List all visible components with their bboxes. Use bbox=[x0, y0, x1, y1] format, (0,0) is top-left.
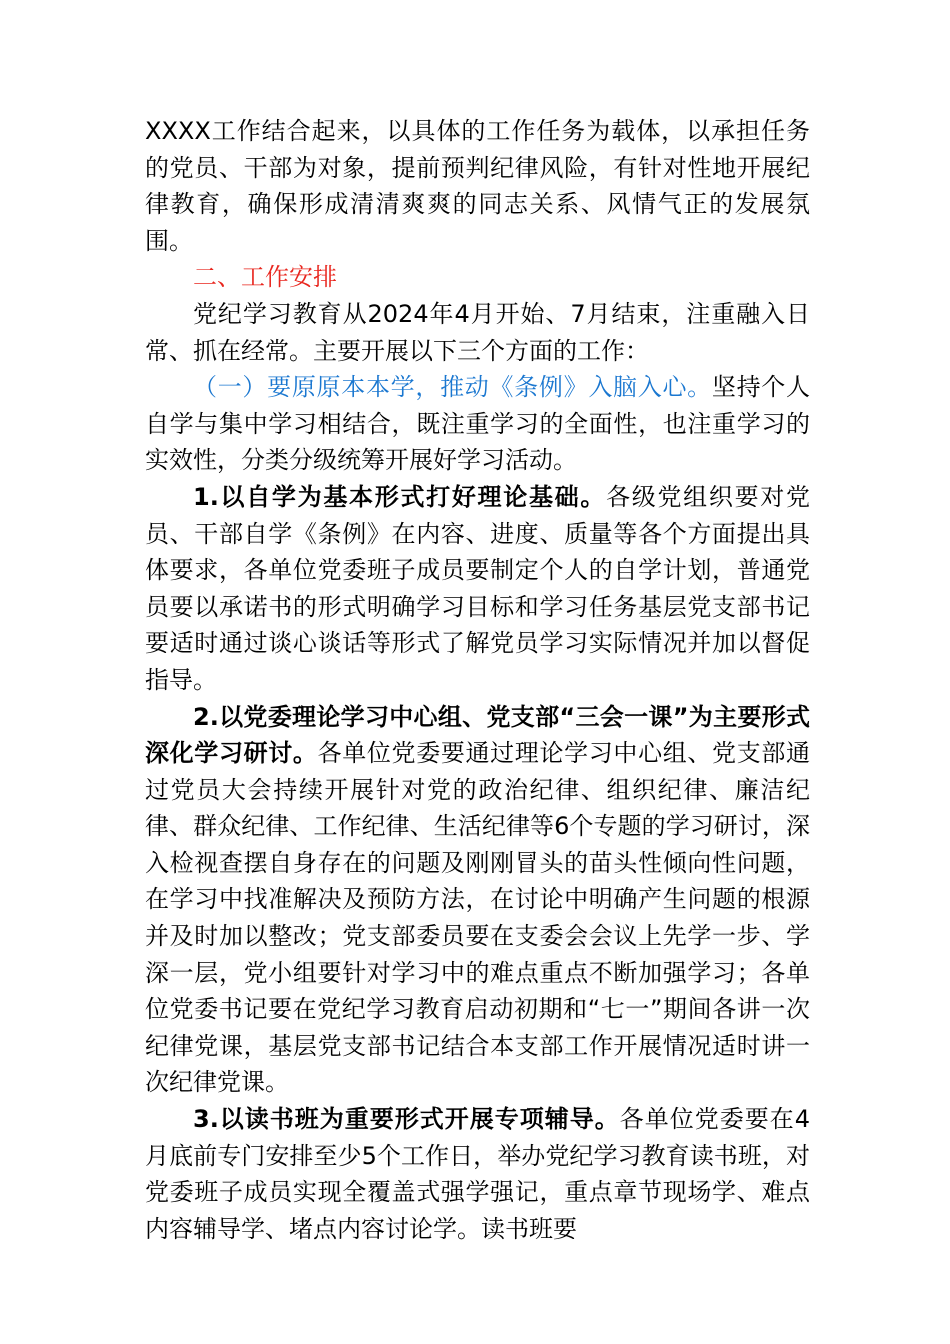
paragraph-item-3 bbox=[145, 1101, 810, 1247]
section-heading-text: 二、工作安排 bbox=[193, 263, 337, 292]
item-heading: 2.以党委理论学习中心组、党支部“三会一课”为主要形式深化学习研讨。 bbox=[145, 702, 810, 768]
paragraph-subsection-one bbox=[145, 369, 810, 479]
paragraph-item-1 bbox=[145, 479, 810, 699]
paragraph-text: XXXX工作结合起来，以具体的工作任务为载体，以承担任务的党员、干部为对象，提前预判纪律风险，有针对性地开展纪律教育，确保形成清清爽爽的同志关系、风情气正的发展氛围。 bbox=[145, 117, 810, 255]
item-heading: 3.以读书班为重要形式开展专项辅导。 bbox=[193, 1105, 620, 1134]
paragraph-text: 党纪学习教育从2024年4月开始、7月结束，注重融入日常、抓在经常。主要开展以下三个方面的工作： bbox=[145, 299, 810, 365]
paragraph-text: 各单位党委要在4月底前专门安排至少5个工作日，举办党纪学习教育读书班，对党委班子成员实现全覆盖式强学强记，重点章节现场学、难点内容辅导学、堵点内容讨论学。读书班要 bbox=[145, 1105, 810, 1243]
paragraph-text: 各单位党委要通过理论学习中心组、党支部通过党员大会持续开展针对党的政治纪律、组织纪律、廉洁纪律、群众纪律、工作纪律、生活纪律等6个专题的学习研讨，深入检视查摆自身存在的问题及刚刚冒头的苗头性倾向性问题，在学习中找准解决及预防方法，在讨论中明确产生问题的根源并及时加以整改；党支部委员要在支委会会议上先学一步、学深一层，党小组要针对学习中的难点重点不断加强学习；各单位党委书记要在党纪学习教育启动初期和“七一”期间各讲一次纪律党课，基层党支部书记结合本支部工作开展情况适时讲一次纪律党课。 bbox=[145, 739, 810, 1097]
paragraph-text: 坚持个人自学与集中学习相结合，既注重学习的全面性，也注重学习的实效性，分类分级统筹开展好学习活动。 bbox=[145, 373, 810, 475]
paragraph-text: 各级党组织要对党员、干部自学《条例》在内容、进度、质量等各个方面提出具体要求，各单位党委班子成员要制定个人的自学计划，普通党员要以承诺书的形式明确学习目标和学习任务基层党支部书记要适时通过谈心谈话等形式了解党员学习实际情况并加以督促指导。 bbox=[145, 482, 810, 694]
paragraph-item-2 bbox=[145, 699, 810, 1102]
section-heading-work-arrangement bbox=[145, 259, 810, 296]
paragraph-intro bbox=[145, 113, 810, 259]
subsection-heading: （一）要原原本本学，推动《条例》入脑入心。 bbox=[193, 373, 712, 402]
paragraph-overview bbox=[145, 296, 810, 369]
item-heading: 1.以自学为基本形式打好理论基础。 bbox=[193, 482, 607, 511]
document-body bbox=[145, 113, 810, 1247]
